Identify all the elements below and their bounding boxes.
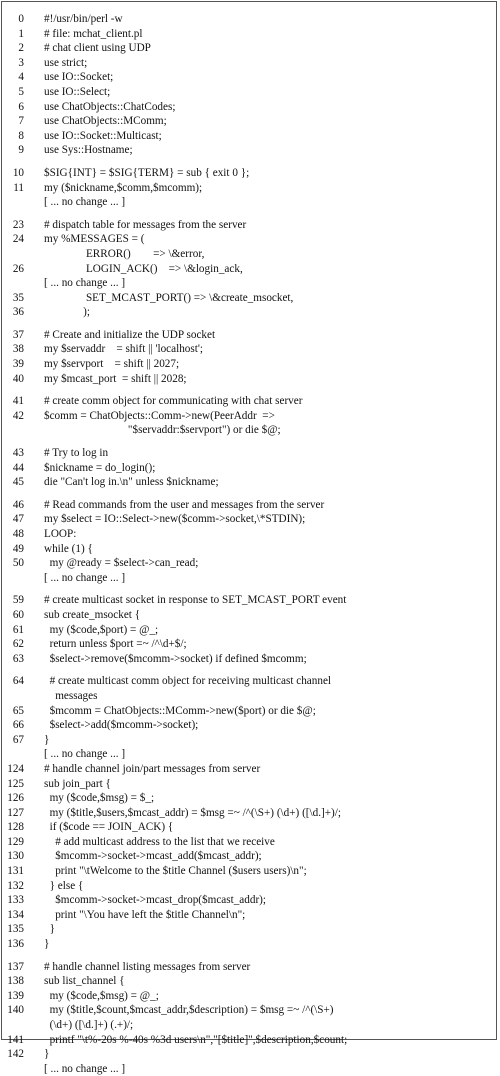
code-line — [2, 922, 496, 937]
line-number: 47 — [12, 513, 24, 526]
line-number: 132 — [7, 879, 24, 892]
code-text: sub join_part { — [44, 777, 111, 790]
code-text: LOOP: — [44, 528, 77, 540]
line-number: 133 — [7, 894, 24, 907]
code-text: use strict; — [44, 56, 88, 69]
code-line — [2, 1018, 496, 1033]
code-line — [2, 960, 496, 975]
line-number: 135 — [7, 923, 24, 936]
line-number: 7 — [18, 115, 24, 128]
code-text: # Create and initialize the UDP socket — [44, 328, 216, 341]
code-line — [2, 218, 496, 233]
code-text: my ($code,$msg) = @_; — [44, 989, 159, 1002]
code-text: } — [44, 923, 55, 936]
code-text: # file: mchat_client.pl — [44, 27, 143, 40]
code-text: # handle channel join/part messages from server — [44, 762, 261, 775]
code-line — [2, 608, 496, 623]
code-text: return unless $port =~ /^\d+$/; — [44, 638, 187, 651]
line-number: 59 — [12, 594, 24, 607]
code-text: #!/usr/bin/perl -w — [44, 13, 123, 25]
code-text: } else { — [44, 879, 84, 892]
code-text: my ($code,$msg) = $_; — [44, 792, 155, 805]
code-text: $mcomm = ChatObjects::MComm->new($port) or die $@; — [44, 704, 316, 717]
code-text: print "\You have left the $title Channel\n"; — [44, 908, 246, 921]
code-text: } — [44, 733, 50, 746]
line-number: 128 — [7, 821, 24, 834]
line-number: 66 — [12, 719, 24, 732]
code-line — [2, 674, 496, 689]
code-text: [ ... no change ... ] — [44, 748, 126, 761]
code-listing — [2, 2, 496, 1076]
line-number: 4 — [18, 71, 24, 84]
code-line — [2, 1047, 496, 1062]
code-text: while (1) { — [44, 542, 93, 555]
code-line — [2, 989, 496, 1004]
line-number: 139 — [7, 989, 24, 1002]
code-line — [2, 328, 496, 343]
line-number: 11 — [13, 181, 24, 194]
code-text: [ ... no change ... ] — [44, 1062, 126, 1075]
line-number: 63 — [12, 652, 24, 665]
line-number: 126 — [7, 792, 24, 805]
code-text: my ($title,$count,$mcast_addr,$description) = $msg =~ /^(\S+) — [44, 1004, 334, 1017]
line-number: 26 — [12, 262, 24, 275]
code-line — [2, 232, 496, 247]
line-number: 49 — [12, 542, 24, 555]
code-line — [2, 777, 496, 792]
line-number: 142 — [7, 1048, 24, 1061]
line-number: 36 — [12, 306, 24, 319]
code-text: use IO::Select; — [44, 85, 111, 98]
code-line — [2, 849, 496, 864]
code-text: my $mcast_port = shift || 2028; — [44, 372, 187, 385]
code-line — [2, 864, 496, 879]
code-text: messages — [44, 689, 98, 702]
line-number: 62 — [12, 638, 24, 651]
code-line — [2, 409, 496, 424]
code-line — [2, 27, 496, 42]
code-line — [2, 820, 496, 835]
line-number: 10 — [12, 166, 24, 179]
code-text: print "\tWelcome to the $title Channel ($users users)\n"; — [44, 865, 307, 878]
code-line — [2, 1033, 496, 1048]
code-line — [2, 181, 496, 196]
code-line — [2, 423, 496, 438]
code-line — [2, 446, 496, 461]
code-text: die "Can't log in.\n" unless $nickname; — [44, 476, 219, 489]
code-line — [2, 623, 496, 638]
code-text: [ ... no change ... ] — [44, 196, 126, 209]
code-line — [2, 70, 496, 85]
line-number: 44 — [12, 461, 24, 474]
code-text: sub create_msocket { — [44, 608, 141, 621]
code-line — [2, 908, 496, 923]
line-number: 125 — [7, 777, 24, 790]
line-number: 48 — [12, 528, 24, 540]
code-text: [ ... no change ... ] — [44, 277, 126, 290]
line-number: 43 — [12, 447, 24, 460]
code-line — [2, 342, 496, 357]
code-text: LOGIN_ACK() => \&login_ack, — [44, 262, 243, 275]
code-line — [2, 527, 496, 542]
code-line — [2, 835, 496, 850]
code-line — [2, 704, 496, 719]
code-text: # create comm object for communicating with chat server — [44, 395, 303, 408]
code-text: (\d+) ([\d.]+) (.+)/; — [44, 1019, 134, 1031]
code-text: # handle channel listing messages from server — [44, 960, 251, 973]
line-number: 35 — [12, 291, 24, 304]
line-number: 129 — [7, 835, 24, 848]
code-line — [2, 100, 496, 115]
code-text: # chat client using UDP — [44, 42, 151, 55]
line-number: 138 — [7, 975, 24, 988]
line-number: 61 — [12, 623, 24, 636]
code-line — [2, 291, 496, 306]
code-line — [2, 12, 496, 27]
line-number: 64 — [12, 675, 24, 688]
code-line — [2, 262, 496, 277]
code-line — [2, 461, 496, 476]
line-number: 127 — [7, 806, 24, 819]
code-line — [2, 747, 496, 762]
line-number: 24 — [12, 233, 24, 246]
line-number: 130 — [7, 850, 24, 863]
code-text: } — [44, 1048, 50, 1061]
code-line — [2, 571, 496, 586]
line-number: 136 — [7, 938, 24, 951]
line-number: 0 — [18, 13, 24, 25]
code-line — [2, 689, 496, 704]
code-text: ); — [44, 306, 90, 319]
code-line — [2, 129, 496, 144]
code-text: ERROR() => \&error, — [44, 247, 205, 260]
code-text: my ($title,$users,$mcast_addr) = $msg =~ /^(\S+) (\d+) ([\d.]+)/; — [44, 806, 342, 819]
code-text: $SIG{INT} = $SIG{TERM} = sub { exit 0 }; — [44, 166, 250, 179]
line-number: 39 — [12, 358, 24, 371]
code-text: use IO::Socket; — [44, 71, 114, 84]
code-line — [2, 56, 496, 71]
code-text: my $servport = shift || 2027; — [44, 358, 180, 371]
code-line — [2, 542, 496, 557]
line-number: 38 — [12, 343, 24, 356]
code-line — [2, 1062, 496, 1076]
code-text: my %MESSAGES = ( — [44, 233, 145, 246]
line-number: 40 — [12, 372, 24, 385]
code-text: $nickname = do_login(); — [44, 461, 156, 474]
code-text: my ($code,$port) = @_; — [44, 623, 159, 636]
code-text: use Sys::Hostname; — [44, 144, 133, 157]
code-line — [2, 247, 496, 262]
line-number: 46 — [12, 498, 24, 511]
line-number: 1 — [18, 27, 24, 40]
code-text: $mcomm->socket->mcast_drop($mcast_addr); — [44, 894, 267, 907]
line-number: 60 — [12, 608, 24, 621]
code-line — [2, 276, 496, 291]
line-number: 8 — [18, 129, 24, 142]
code-text: } — [44, 938, 50, 951]
code-line — [2, 593, 496, 608]
code-line — [2, 879, 496, 894]
code-text: if ($code == JOIN_ACK) { — [44, 821, 174, 834]
code-line — [2, 357, 496, 372]
code-line — [2, 166, 496, 181]
code-text: # create multicast socket in response to SET_MCAST_PORT event — [44, 594, 347, 607]
code-line — [2, 652, 496, 667]
code-line — [2, 305, 496, 320]
code-line — [2, 41, 496, 56]
code-line — [2, 556, 496, 571]
code-line — [2, 974, 496, 989]
line-number: 67 — [12, 733, 24, 746]
code-text: printf "\t%-20s %-40s %3d users\n","[$title]",$description,$count; — [44, 1033, 348, 1046]
code-line — [2, 498, 496, 513]
code-text: use ChatObjects::MComm; — [44, 115, 167, 128]
line-number: 6 — [18, 100, 24, 113]
code-line — [2, 718, 496, 733]
code-line — [2, 806, 496, 821]
code-line — [2, 637, 496, 652]
line-number: 5 — [18, 85, 24, 98]
line-number: 140 — [7, 1004, 24, 1017]
line-number: 137 — [7, 960, 24, 973]
code-text: use ChatObjects::ChatCodes; — [44, 100, 176, 113]
code-text: my $servaddr = shift || 'localhost'; — [44, 343, 203, 356]
line-number: 37 — [12, 328, 24, 341]
code-line — [2, 114, 496, 129]
code-line — [2, 85, 496, 100]
line-number: 65 — [12, 704, 24, 717]
line-number: 23 — [12, 218, 24, 231]
code-line — [2, 762, 496, 777]
line-number: 134 — [7, 908, 24, 921]
code-line — [2, 937, 496, 952]
code-listing-frame — [1, 1, 497, 1075]
line-number: 141 — [7, 1033, 24, 1046]
code-text: $select->remove($mcomm->socket) if defined $mcomm; — [44, 652, 307, 665]
code-line — [2, 733, 496, 748]
code-text: my @ready = $select->can_read; — [44, 557, 199, 570]
code-text: # Read commands from the user and messages from the server — [44, 498, 325, 511]
line-number: 3 — [18, 56, 24, 69]
code-text: [ ... no change ... ] — [44, 571, 126, 584]
line-number: 131 — [7, 865, 24, 878]
code-text: # dispatch table for messages from the server — [44, 218, 247, 231]
line-number: 42 — [12, 409, 24, 422]
code-text: use IO::Socket::Multicast; — [44, 129, 162, 142]
code-text: $mcomm->socket->mcast_add($mcast_addr); — [44, 850, 262, 863]
code-text: $select->add($mcomm->socket); — [44, 719, 199, 732]
code-line — [2, 1003, 496, 1018]
code-text: # create multicast comm object for receiving multicast channel — [44, 675, 332, 688]
code-line — [2, 512, 496, 527]
code-text: my ($nickname,$comm,$mcomm); — [44, 181, 203, 194]
line-number: 50 — [12, 557, 24, 570]
code-line — [2, 893, 496, 908]
code-text: SET_MCAST_PORT() => \&create_msocket, — [44, 291, 294, 304]
code-line — [2, 475, 496, 490]
code-text: sub list_channel { — [44, 975, 125, 988]
line-number: 41 — [12, 395, 24, 408]
code-text: my $select = IO::Select->new($comm->socket,\*STDIN); — [44, 513, 306, 526]
code-text: "$servaddr:$servport") or die $@; — [44, 424, 281, 437]
code-text: # Try to log in — [44, 447, 109, 460]
code-line — [2, 372, 496, 387]
line-number: 124 — [7, 762, 24, 775]
line-number: 2 — [18, 42, 24, 55]
code-line — [2, 394, 496, 409]
code-line — [2, 195, 496, 210]
code-line — [2, 143, 496, 158]
line-number: 9 — [18, 144, 24, 157]
line-number: 45 — [12, 476, 24, 489]
code-text: $comm = ChatObjects::Comm->new(PeerAddr => — [44, 409, 275, 422]
code-text: # add multicast address to the list that we receive — [44, 835, 275, 848]
code-line — [2, 791, 496, 806]
